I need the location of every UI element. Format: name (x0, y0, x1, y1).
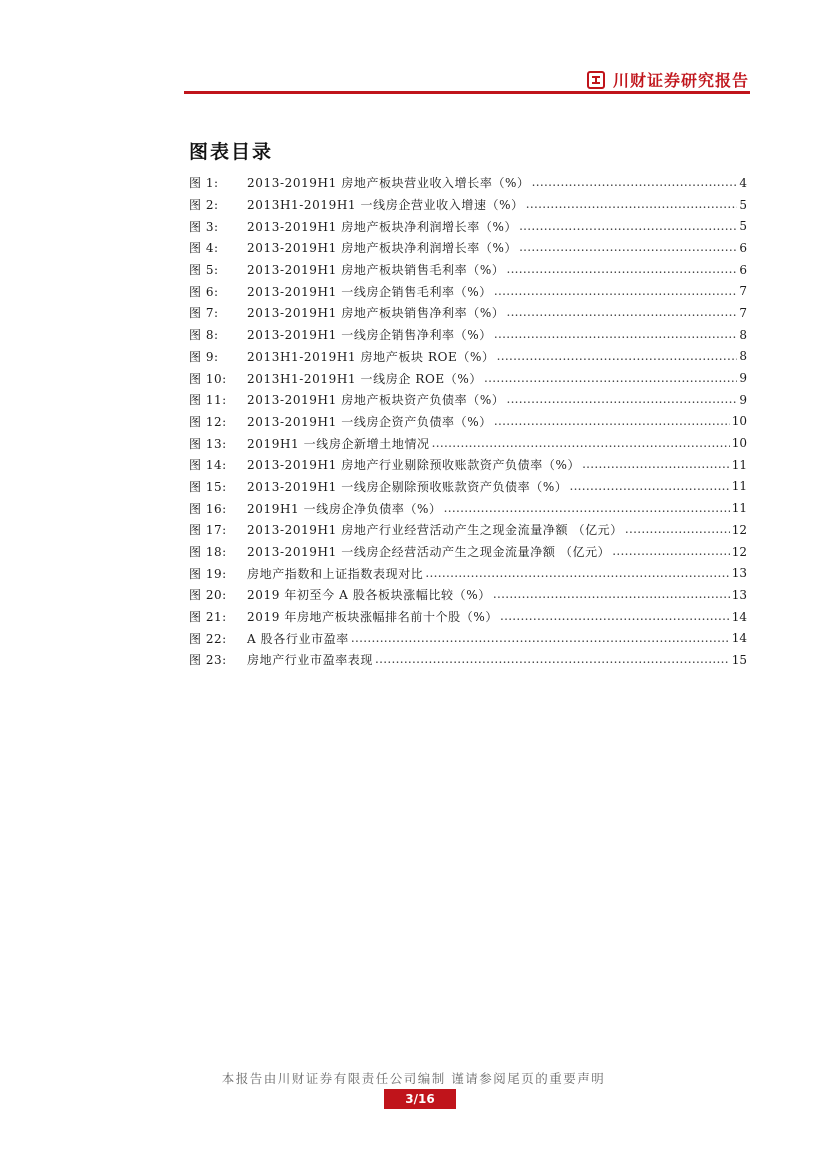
toc-entry-page: 7 (739, 284, 747, 299)
toc-entry-leader (569, 476, 729, 497)
toc-entry-page: 11 (731, 501, 747, 516)
toc-entry-page: 15 (731, 652, 747, 667)
toc-entry-figure-number: 图 22: (189, 631, 227, 646)
toc-entry-leader (625, 519, 730, 540)
toc-entry-leader (425, 563, 729, 584)
toc-entry-leader (612, 541, 729, 562)
toc-entry-title: 2013-2019H1 一线房企剔除预收账款资产负债率（%） (247, 479, 568, 494)
toc-entry-title: 2013-2019H1 房地产板块净利润增长率（%） (247, 241, 518, 256)
toc-entry-page: 13 (731, 566, 747, 581)
toc-entry-page: 12 (731, 544, 747, 559)
toc-entry-title: 2013-2019H1 一线房企销售毛利率（%） (247, 284, 492, 299)
toc-entry-figure-number: 图 14: (189, 458, 227, 473)
toc-entry-title: 2019H1 一线房企新增土地情况 (247, 436, 430, 451)
toc-entry-title: 2013-2019H1 房地产板块销售净利率（%） (247, 306, 505, 321)
toc-entry[interactable] (189, 367, 747, 389)
toc-entry-title: 2013-2019H1 一线房企销售净利率（%） (247, 328, 492, 343)
toc-entry-leader (500, 606, 730, 627)
toc-entry[interactable] (189, 584, 747, 606)
toc-entry-figure-number: 图 19: (189, 566, 227, 581)
toc-entry-leader (506, 259, 737, 280)
toc-entry-title: 2013-2019H1 房地产行业剔除预收账款资产负债率（%） (247, 458, 581, 473)
toc-entry-figure-number: 图 1: (189, 176, 219, 191)
toc-entry-leader (506, 302, 737, 323)
toc-entry[interactable] (189, 497, 747, 519)
toc-entry-title: 2013-2019H1 房地产板块营业收入增长率（%） (247, 176, 530, 191)
toc-entry-page: 8 (739, 327, 747, 342)
toc-entry-figure-number: 图 2: (189, 198, 219, 213)
toc-entry-leader (493, 584, 730, 605)
toc-entry-title: 房地产指数和上证指数表现对比 (247, 566, 424, 581)
toc-entry-figure-number: 图 3: (189, 219, 219, 234)
toc-entry-page: 11 (731, 457, 747, 472)
page-number: 3/16 (384, 1089, 456, 1109)
toc-entry-figure-number: 图 17: (189, 523, 227, 538)
toc-entry[interactable] (189, 476, 747, 498)
toc-entry-title: 2019H1 一线房企净负债率（%） (247, 501, 442, 516)
toc-entry[interactable] (189, 389, 747, 411)
toc-entry[interactable] (189, 280, 747, 302)
toc-entry[interactable] (189, 172, 747, 194)
toc-entry-leader (494, 411, 730, 432)
toc-entry-page: 6 (739, 240, 747, 255)
toc-list (189, 172, 747, 671)
toc-entry-title: 2019 年房地产板块涨幅排名前十个股（%） (247, 610, 498, 625)
toc-entry[interactable] (189, 237, 747, 259)
toc-entry-figure-number: 图 8: (189, 328, 219, 343)
toc-entry[interactable] (189, 519, 747, 541)
toc-entry-page: 10 (731, 436, 747, 451)
toc-entry-figure-number: 图 21: (189, 610, 227, 625)
toc-entry-page: 11 (731, 479, 747, 494)
toc-entry-page: 6 (739, 262, 747, 277)
toc-entry-page: 5 (739, 197, 747, 212)
toc-entry-figure-number: 图 16: (189, 501, 227, 516)
toc-entry-leader (432, 433, 730, 454)
toc-entry-title: 2013-2019H1 房地产板块资产负债率（%） (247, 393, 505, 408)
toc-entry-page: 8 (739, 349, 747, 364)
toc-entry[interactable] (189, 411, 747, 433)
header-divider (184, 91, 750, 94)
brand (587, 68, 749, 91)
toc-entry-page: 7 (739, 305, 747, 320)
toc-entry-figure-number: 图 7: (189, 306, 219, 321)
toc-entry-page: 14 (731, 609, 747, 624)
toc-entry-leader (532, 172, 737, 193)
toc-entry-leader (351, 628, 730, 649)
toc-entry[interactable] (189, 454, 747, 476)
toc-entry-leader (497, 346, 737, 367)
toc-entry-title: 2013-2019H1 一线房企经营活动产生之现金流量净额 （亿元） (247, 545, 611, 560)
toc-entry[interactable] (189, 541, 747, 563)
toc-entry-figure-number: 图 12: (189, 414, 227, 429)
toc-entry-page: 10 (731, 414, 747, 429)
toc-entry-title: A 股各行业市盈率 (247, 631, 349, 646)
toc-entry-title: 2013H1-2019H1 一线房企营业收入增速（%） (247, 198, 524, 213)
toc-entry-leader (506, 389, 737, 410)
toc-entry-page: 4 (739, 175, 747, 190)
toc-entry[interactable] (189, 194, 747, 216)
toc-entry-page: 14 (731, 631, 747, 646)
toc-entry-figure-number: 图 10: (189, 371, 227, 386)
toc-entry[interactable] (189, 346, 747, 368)
toc-entry-page: 13 (731, 587, 747, 602)
toc-entry[interactable] (189, 627, 747, 649)
toc-entry-leader (494, 324, 737, 345)
toc-entry[interactable] (189, 215, 747, 237)
toc-entry-figure-number: 图 11: (189, 393, 227, 408)
toc-entry[interactable] (189, 606, 747, 628)
toc-entry-page: 9 (739, 392, 747, 407)
toc-entry-title: 2013-2019H1 房地产行业经营活动产生之现金流量净额 （亿元） (247, 523, 623, 538)
toc-entry[interactable] (189, 324, 747, 346)
toc-entry[interactable] (189, 649, 747, 671)
footer-disclaimer: 本报告由川财证券有限责任公司编制 谨请参阅尾页的重要声明 (221, 1071, 606, 1086)
toc-title: 图表目录 (189, 141, 274, 163)
toc-entry-leader (519, 237, 737, 258)
toc-entry-leader (526, 194, 737, 215)
toc-entry-page: 5 (739, 219, 747, 234)
toc-entry-page: 9 (739, 371, 747, 386)
toc-entry[interactable] (189, 432, 747, 454)
toc-entry-figure-number: 图 15: (189, 479, 227, 494)
toc-entry-figure-number: 图 13: (189, 436, 227, 451)
toc-entry-leader (494, 281, 737, 302)
toc-entry-title: 2013H1-2019H1 一线房企 ROE（%） (247, 371, 482, 386)
toc-entry[interactable] (189, 562, 747, 584)
toc-entry-title: 2013-2019H1 房地产板块净利润增长率（%） (247, 219, 518, 234)
toc-entry-title: 2019 年初至今 A 股各板块涨幅比较（%） (247, 588, 491, 603)
toc-entry-leader (484, 368, 737, 389)
toc-entry-figure-number: 图 23: (189, 653, 227, 668)
page-header (0, 0, 827, 96)
brand-name: 川财证券研究报告 (612, 71, 749, 90)
toc-entry[interactable] (189, 259, 747, 281)
toc-entry-leader (444, 498, 730, 519)
toc-entry-title: 2013-2019H1 房地产板块销售毛利率（%） (247, 263, 505, 278)
toc-entry-page: 12 (731, 522, 747, 537)
toc-entry-figure-number: 图 5: (189, 263, 219, 278)
toc-entry-figure-number: 图 6: (189, 284, 219, 299)
toc-entry-title: 2013H1-2019H1 房地产板块 ROE（%） (247, 349, 495, 364)
chuancai-logo-icon (587, 71, 605, 89)
toc-entry-figure-number: 图 4: (189, 241, 219, 256)
toc-entry-title: 房地产行业市盈率表现 (247, 653, 374, 668)
toc-entry-figure-number: 图 18: (189, 545, 227, 560)
toc-entry-leader (519, 216, 737, 237)
toc-entry[interactable] (189, 302, 747, 324)
toc-entry-leader (375, 649, 730, 670)
toc-entry-figure-number: 图 20: (189, 588, 227, 603)
toc-entry-figure-number: 图 9: (189, 349, 219, 364)
toc-entry-leader (582, 454, 730, 475)
toc-entry-title: 2013-2019H1 一线房企资产负债率（%） (247, 414, 492, 429)
